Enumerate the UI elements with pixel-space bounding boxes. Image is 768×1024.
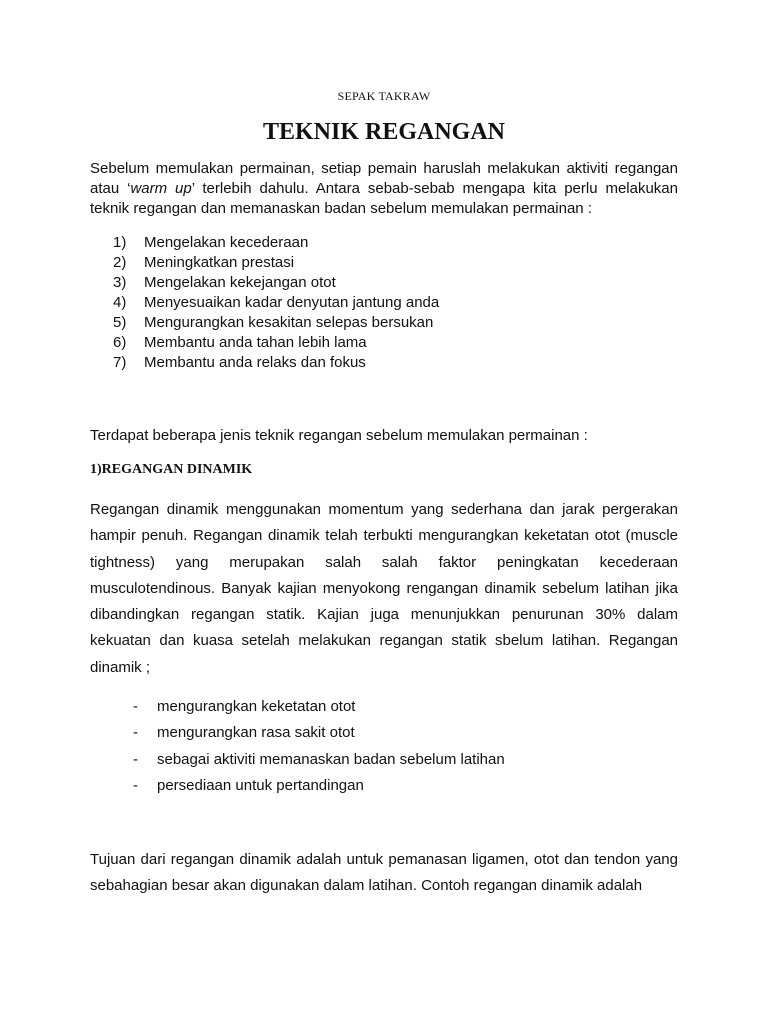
list-item bbox=[90, 233, 678, 253]
types-intro-paragraph: Terdapat beberapa jenis teknik regangan sebelum memulakan permainan : bbox=[90, 427, 588, 444]
list-item-number: 3) bbox=[113, 274, 127, 291]
dash-marker: - bbox=[133, 750, 138, 768]
list-item-number: 7) bbox=[113, 354, 127, 371]
intro-text-part2: ’ terlebih dahulu. Antara sebab-sebab mengapa kita perlu melakukan teknik regangan dan memanaskan badan sebelum memulakan permainan : bbox=[90, 180, 678, 217]
list-item-text: Mengurangkan kesakitan selepas bersukan bbox=[144, 314, 434, 331]
list-item-text: Meningkatkan prestasi bbox=[144, 254, 295, 271]
list-item-number: 4) bbox=[113, 294, 127, 311]
list-item bbox=[90, 253, 678, 273]
list-item bbox=[90, 694, 678, 720]
dash-marker: - bbox=[133, 724, 138, 742]
list-item bbox=[90, 353, 678, 373]
section-heading-regangan-dinamik: 1)REGANGAN DINAMIK bbox=[90, 462, 253, 477]
benefits-list bbox=[90, 694, 678, 799]
list-item bbox=[90, 313, 678, 333]
intro-emphasis: warm up bbox=[130, 180, 192, 197]
intro-paragraph bbox=[90, 159, 678, 219]
list-item-number: 6) bbox=[113, 334, 127, 351]
list-item bbox=[90, 293, 678, 313]
list-item-text: Mengelakan kekejangan otot bbox=[144, 274, 336, 291]
closing-paragraph: Tujuan dari regangan dinamik adalah untuk pemanasan ligamen, otot dan tendon yang sebahagian besar akan digunakan dalam latihan. Contoh regangan dinamik adalah bbox=[90, 851, 678, 895]
list-item-text: Membantu anda tahan lebih lama bbox=[144, 334, 367, 351]
list-item-text: sebagai aktiviti memanaskan badan sebelum latihan bbox=[157, 750, 505, 768]
list-item-number: 2) bbox=[113, 254, 127, 271]
list-item bbox=[90, 747, 678, 773]
intro-text-part1: Sebelum memulakan permainan, setiap pemain haruslah melakukan aktiviti regangan atau ‘ bbox=[90, 160, 678, 197]
dash-marker: - bbox=[133, 698, 138, 715]
list-item-text: persediaan untuk pertandingan bbox=[157, 776, 364, 794]
list-item bbox=[90, 773, 678, 799]
reasons-list bbox=[90, 233, 678, 373]
document-header: SEPAK TAKRAW bbox=[337, 89, 431, 103]
list-item-number: 1) bbox=[113, 234, 127, 251]
list-item bbox=[90, 273, 678, 293]
dash-marker: - bbox=[133, 776, 138, 794]
list-item-text: mengurangkan keketatan otot bbox=[157, 698, 356, 715]
list-item bbox=[90, 720, 678, 746]
list-item-text: mengurangkan rasa sakit otot bbox=[157, 724, 355, 742]
dinamik-paragraph: Regangan dinamik menggunakan momentum yang sederhana dan jarak pergerakan hampir penuh. Regangan dinamik telah terbukti mengurangkan keketatan otot (muscle tightness) yang merupakan salah salah faktor peningkatan kecederaan musculotendinous. Banyak kajian menyokong rengangan dinamik sebelum latihan jika dibandingkan regangan statik. Kajian juga menunjukkan penurunan 30% dalam kekuatan dan kuasa setelah melakukan regangan statik sbelum latihan. Regangan dinamik ; bbox=[90, 501, 678, 676]
page-title: TEKNIK REGANGAN bbox=[262, 119, 506, 145]
list-item-number: 5) bbox=[113, 314, 127, 331]
list-item-text: Menyesuaikan kadar denyutan jantung anda bbox=[144, 294, 440, 311]
list-item bbox=[90, 333, 678, 353]
list-item-text: Mengelakan kecederaan bbox=[144, 234, 309, 251]
list-item-text: Membantu anda relaks dan fokus bbox=[144, 354, 366, 371]
